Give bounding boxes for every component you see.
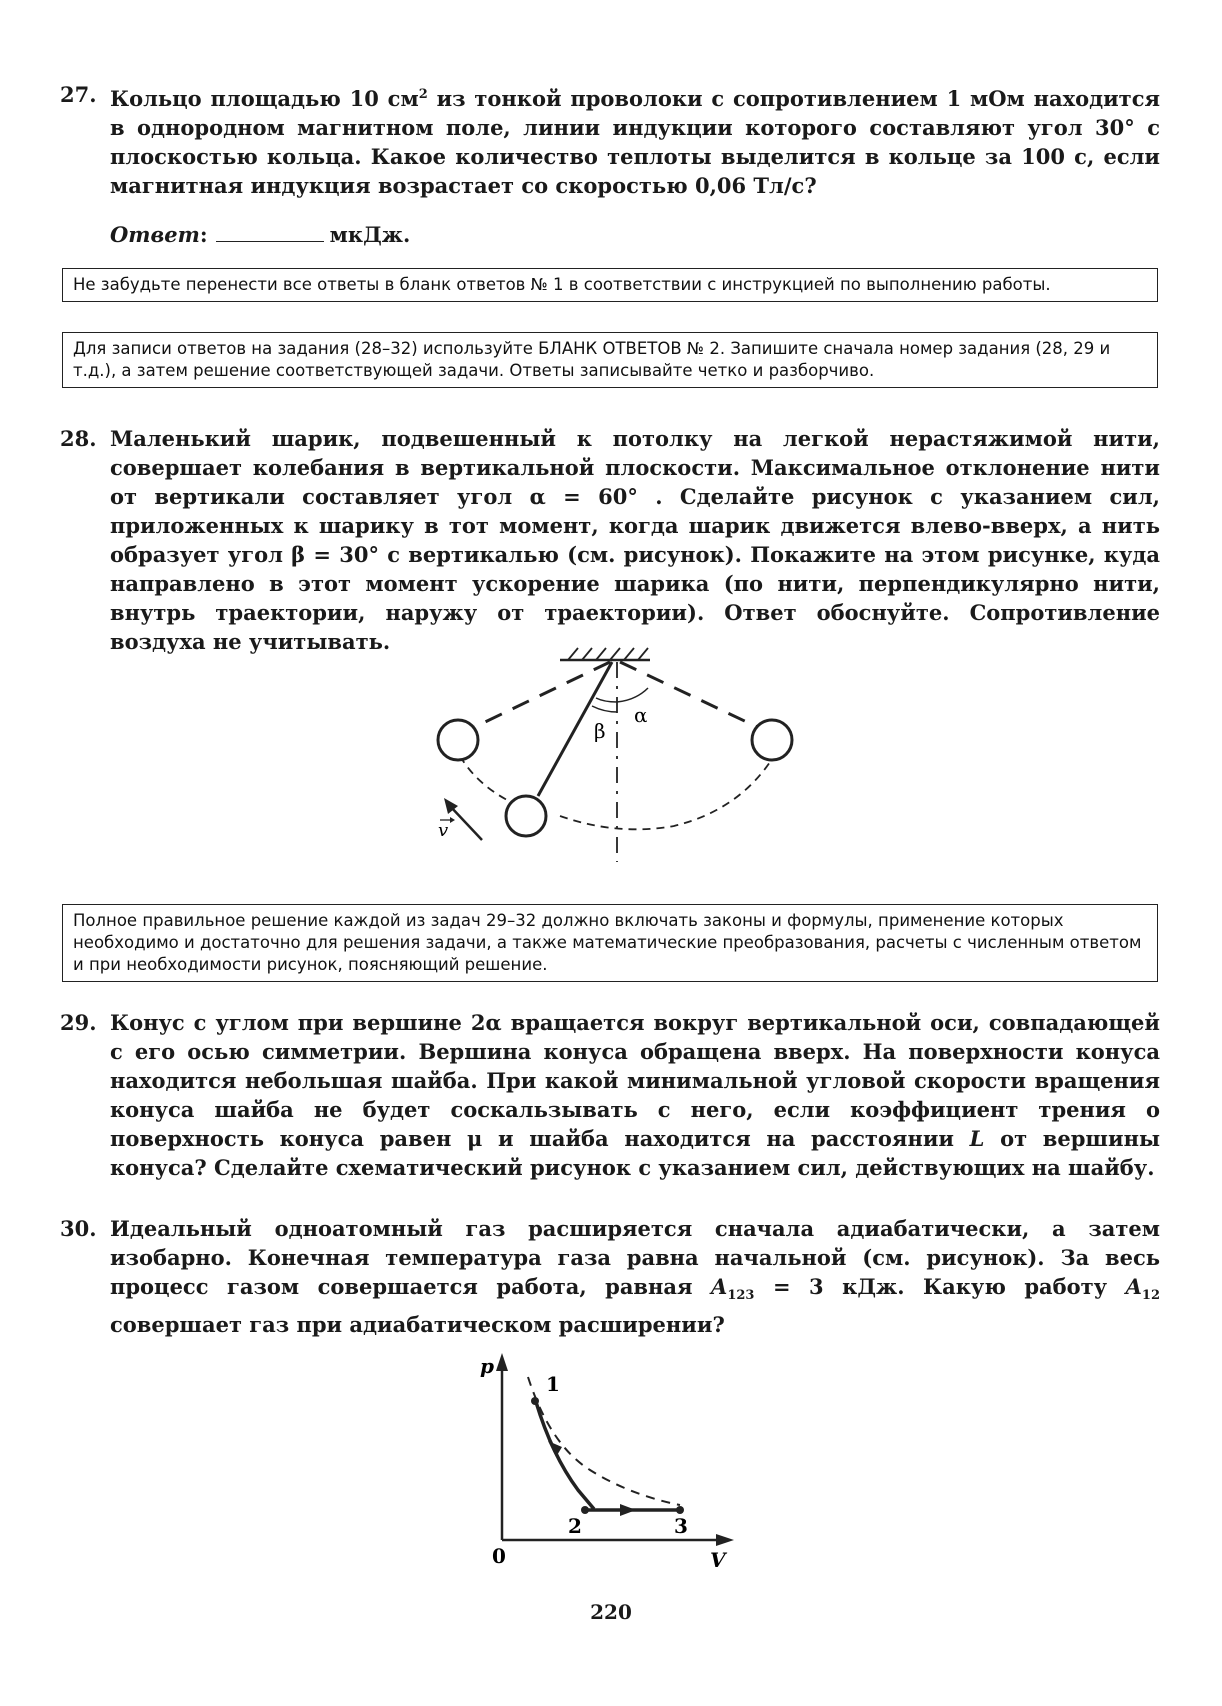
task-27: [60, 80, 1160, 200]
state-point-1: [531, 1397, 539, 1405]
point-2-label: 2: [568, 1514, 582, 1538]
task-number: 28.: [60, 426, 97, 451]
task-number: 27.: [60, 82, 97, 107]
answer-field: Ответ: мкДж.: [110, 222, 411, 247]
origin-label: 0: [492, 1544, 506, 1568]
velocity-label: v: [438, 820, 449, 841]
v-axis-label: V: [710, 1548, 726, 1570]
note-transfer-answers: Не забудьте перенести все ответы в бланк ответов № 1 в соответствии с инструкцией по выполнению работы.: [62, 268, 1158, 302]
task-text: Маленький шарик, подвешенный к потолку на легкой нерастяжимой нити, совершает колебания в вертикальной плоскости. Максимальное отклонение нити от вертикали составляет угол α = 60° . Сделайте рисунок с указанием сил, приложенных к шарику в тот момент, когда шарик движется влево-вверх, а нить образует угол β = 30° с вертикалью (см. рисунок). Покажите на этом рисунке, куда направлено в этот момент ускорение шарика (по нити, перпендикулярно нити, внутрь траектории, наружу от траектории). Ответ обоснуйте. Сопротивление воздуха не учитывать.: [110, 426, 1160, 654]
note-full-solution: Полное правильное решение каждой из задач 29–32 должно включать законы и формулы, применение которых необходимо и достаточно для решения задачи, а также математические преобразования, расчеты с численным ответом и при необходимости рисунок, поясняющий решение.: [62, 904, 1158, 982]
task-29: [60, 1008, 1160, 1182]
ball-right-extreme: [752, 720, 792, 760]
note-answer-form-2: Для записи ответов на задания (28–32) используйте БЛАНК ОТВЕТОВ № 2. Запишите сначала номер задания (28, 29 и т.д.), а затем решение соответствующей задачи. Ответы записывайте четко и разборчиво.: [62, 332, 1158, 388]
state-point-2: [581, 1506, 589, 1514]
point-1-label: 1: [546, 1372, 560, 1396]
alpha-label: α: [634, 703, 648, 727]
page-number: 220: [590, 1600, 632, 1624]
answer-unit: мкДж.: [329, 222, 411, 247]
state-point-3: [676, 1506, 684, 1514]
p-axis-label: p: [480, 1354, 494, 1378]
pendulum-figure: [420, 640, 820, 874]
point-3-label: 3: [674, 1514, 688, 1538]
beta-label: β: [594, 719, 606, 743]
adiabat-curve: [536, 1402, 594, 1509]
ball: [506, 796, 546, 836]
ball-left-extreme: [438, 720, 478, 760]
answer-label: Ответ: [110, 222, 200, 247]
task-28: [60, 424, 1160, 656]
answer-blank[interactable]: [216, 223, 324, 242]
task-30: [60, 1214, 1160, 1339]
task-text: Конус с углом при вершине 2α вращается вокруг вертикальной оси, совпадающей с его осью симметрии. Вершина конуса обращена вверх. На поверхности конуса находится небольшая шайба. При какой минимальной угловой скорости вращения конуса шайба не будет соскальзывать с него, если коэффициент трения о поверхность конуса равен μ и шайба находится на расстоянии L от вершины конуса? Сделайте схематический рисунок с указанием сил, действующих на шайбу.: [110, 1010, 1160, 1180]
task-text: Кольцо площадью 10 $см^2$ из тонкой проволоки с сопротивлением 1 мОм находится в однородном магнитном поле, линии индукции которого составляют угол 30° с плоскостью кольца. Какое количество теплоты выделится в кольце за 100 с, если магнитная индукция возрастает со скоростью 0,06 Тл/с?: [110, 86, 1160, 198]
task-number: 30.: [60, 1216, 97, 1241]
task-text: Идеальный одноатомный газ расширяется сначала адиабатически, а затем изобарно. Конечная температура газа равна начальной (см. рисунок). За весь процесс газом совершается работа, равная $A_{123} = 3$ кДж. Какую работу $A_{12}$ совершает газ при адиабатическом расширении?: [110, 1216, 1160, 1338]
task-number: 29.: [60, 1010, 97, 1035]
pv-diagram: [470, 1345, 740, 1574]
